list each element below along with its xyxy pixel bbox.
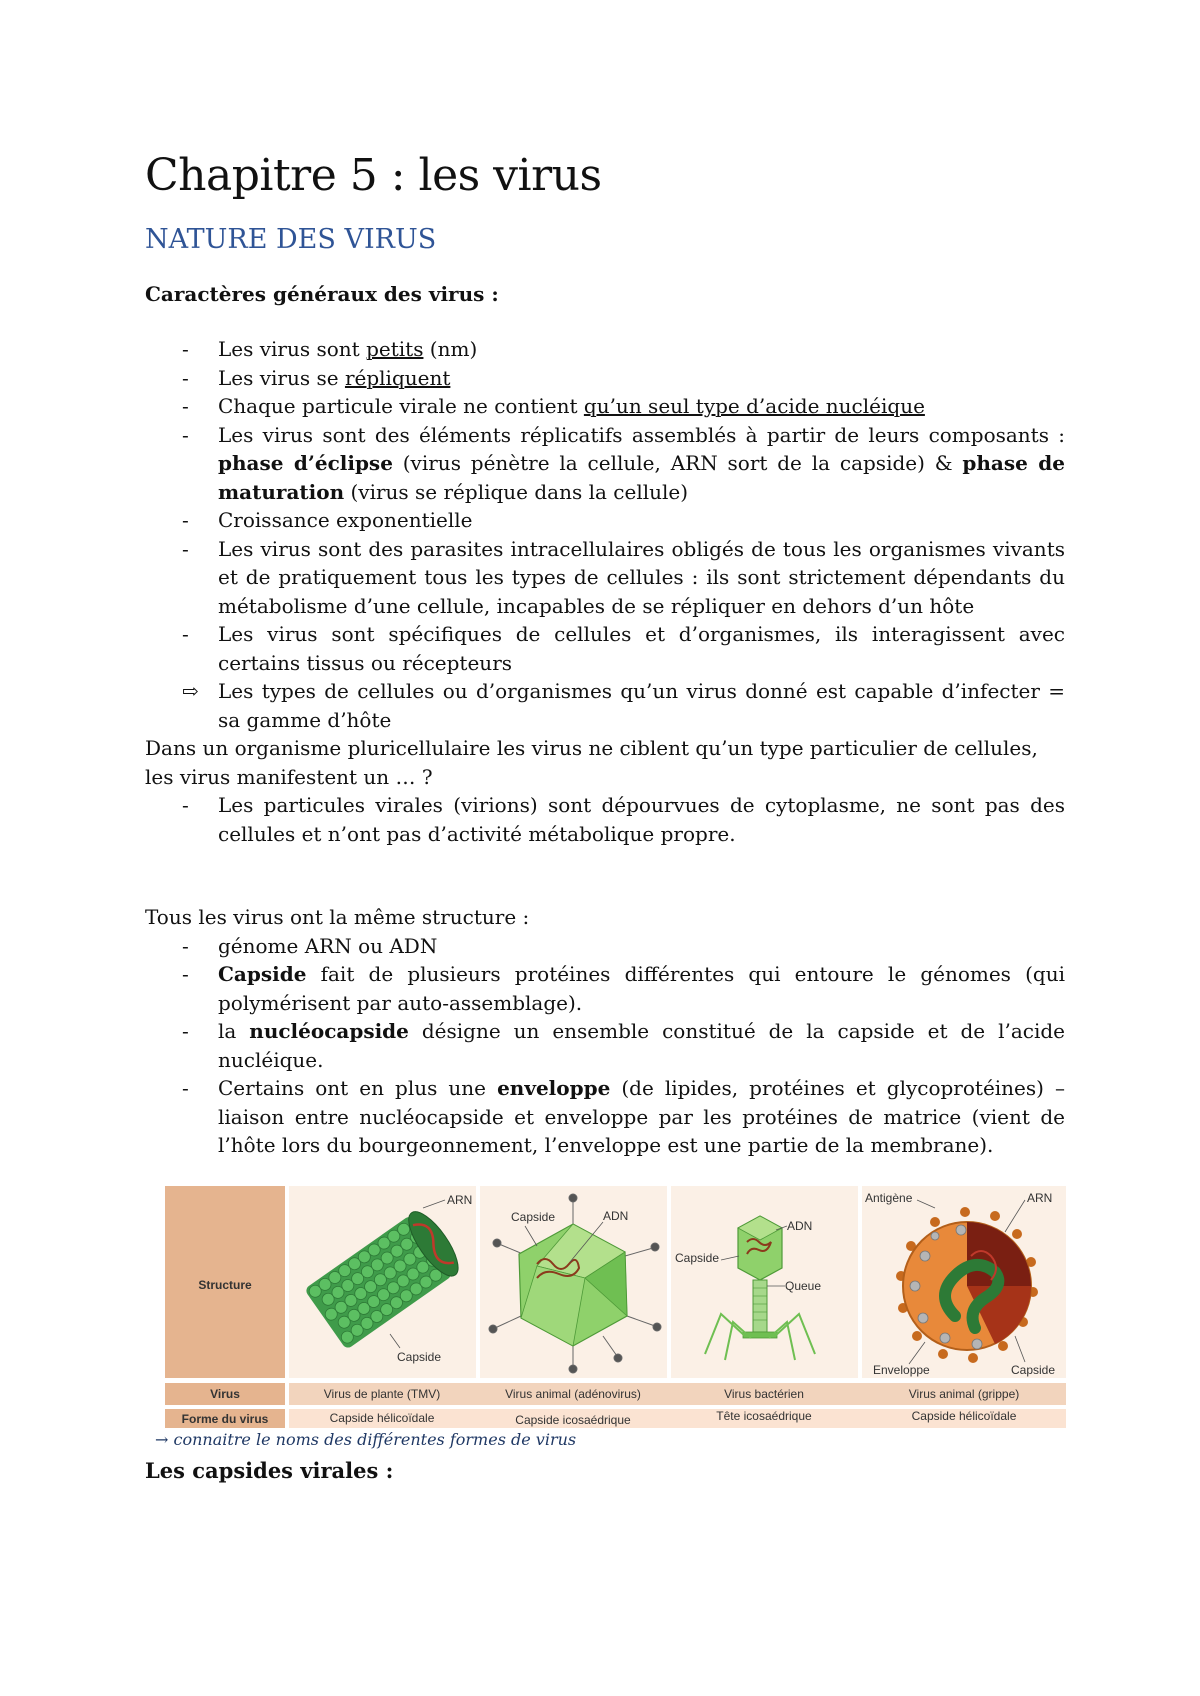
forme-adenovirus: Capside icosaédrique bbox=[515, 1412, 631, 1427]
list-item: - la nucléocapside désigne un ensemble constitué de la capside et de l’acide nucléique. bbox=[182, 1019, 1065, 1072]
list-item: - Les particules virales (virions) sont dépourvues de cytoplasme, ne sont pas des cellules et n’ont pas d’activité métabolique propre. bbox=[182, 793, 1065, 846]
label-antigene: Antigène bbox=[865, 1190, 913, 1205]
document-content bbox=[145, 148, 1065, 1486]
list-item-arrow: ⇨ Les types de cellules ou d’organismes qu’un virus donné est capable d’infecter = sa gamme d’hôte bbox=[182, 679, 1065, 732]
list-item: - Les virus sont des éléments réplicatifs assemblés à partir de leurs composants : phase d’éclipse (virus pénètre la cellule, ARN sort de la capside) & phase de maturation (virus se réplique dans la cellule) bbox=[182, 422, 1065, 504]
list-item: - Chaque particule virale ne contient qu’un seul type d’acide nucléique bbox=[182, 394, 925, 418]
structure-list bbox=[145, 932, 1065, 1160]
label-adn: ADN bbox=[787, 1218, 813, 1233]
label-queue: Queue bbox=[785, 1278, 822, 1293]
virus-name-grippe: Virus animal (grippe) bbox=[908, 1386, 1020, 1401]
list-item: - Les virus se répliquent bbox=[182, 365, 451, 390]
capsides-heading: Les capsides virales : bbox=[145, 1457, 394, 1483]
paragraph-tropism: Dans un organisme pluricellulaire les virus ne ciblent qu’un type particulier de cellules, les virus manifestent un … ? bbox=[145, 736, 1038, 789]
list-item: - Croissance exponentielle bbox=[182, 508, 473, 532]
chapter-title: Chapitre 5 : les virus bbox=[145, 150, 602, 201]
general-characters-heading: Caractères généraux des virus : bbox=[145, 282, 499, 306]
forme-tmv: Capside hélicoïdale bbox=[329, 1410, 435, 1425]
forme-bacterial: Tête icosaédrique bbox=[716, 1408, 812, 1423]
label-capside: Capside bbox=[397, 1349, 442, 1364]
row-label-structure: Structure bbox=[198, 1277, 252, 1292]
list-item: - Certains ont en plus une enveloppe (de lipides, protéines et glycoprotéines) – liaison entre nucléocapside et enveloppe par les protéines de matrice (vient de l’hôte lors du bourgeonnement, l’enveloppe est une partie de la membrane). bbox=[182, 1076, 1066, 1157]
list-item: - Les virus sont petits (nm) bbox=[182, 337, 478, 361]
figure-caption: → connaitre le noms des différentes formes de virus bbox=[155, 1429, 577, 1449]
virus-name-adenovirus: Virus animal (adénovirus) bbox=[505, 1386, 641, 1401]
row-label-virus: Virus bbox=[210, 1386, 240, 1401]
label-capside: Capside bbox=[511, 1209, 556, 1224]
label-enveloppe: Enveloppe bbox=[873, 1362, 930, 1377]
row-label-forme: Forme du virus bbox=[181, 1411, 269, 1426]
list-item: - Capside fait de plusieurs protéines différentes qui entoure le génomes (qui polymérisent par auto-assemblage). bbox=[182, 962, 1065, 1015]
arrow-icon: ⇨ bbox=[182, 679, 199, 703]
paragraph-structure: Tous les virus ont la même structure : bbox=[145, 905, 530, 929]
section-heading: NATURE DES VIRUS bbox=[145, 224, 437, 255]
label-capside: Capside bbox=[675, 1250, 720, 1265]
label-capside: Capside bbox=[1011, 1362, 1056, 1377]
forme-grippe: Capside hélicoïdale bbox=[911, 1408, 1017, 1423]
list-item: - Les virus sont des parasites intracellulaires obligés de tous les organismes vivants et de pratiquement tous les types de cellules : ils sont strictement dépendants du métabolisme d’une cellule, incapables de se répliquer en dehors d’un hôte bbox=[182, 536, 1065, 618]
label-arn: ARN bbox=[447, 1192, 473, 1207]
virus-structures-figure bbox=[165, 1186, 1066, 1428]
list-item: - génome ARN ou ADN bbox=[182, 933, 438, 958]
virus-name-bacterial: Virus bactérien bbox=[724, 1386, 804, 1401]
characters-list bbox=[145, 335, 1065, 734]
list-item: - Les virus sont spécifiques de cellules et d’organismes, ils interagissent avec certains tissus ou récepteurs bbox=[182, 622, 1065, 675]
label-arn: ARN bbox=[1027, 1190, 1053, 1205]
label-adn: ADN bbox=[603, 1208, 629, 1223]
virion-list bbox=[145, 791, 1065, 848]
virus-name-tmv: Virus de plante (TMV) bbox=[323, 1386, 441, 1401]
